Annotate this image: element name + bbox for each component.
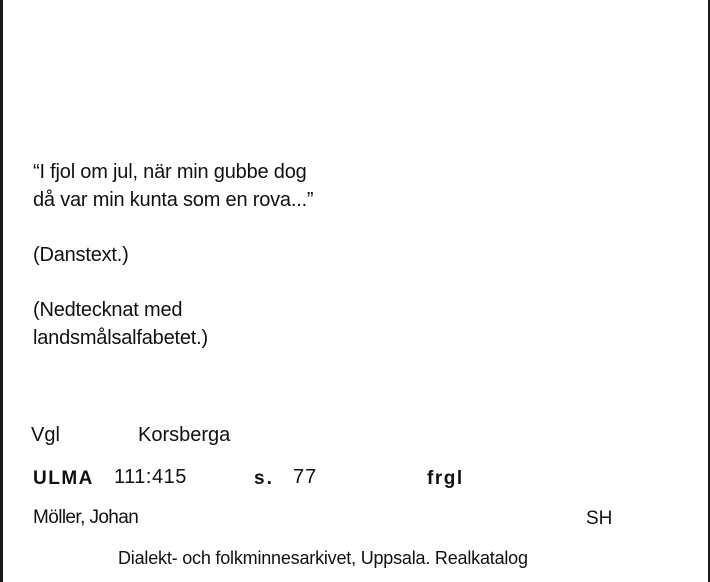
page-number: 77 (293, 466, 318, 488)
genre-note: (Danstext.) (33, 244, 129, 266)
card-left-border (0, 0, 3, 582)
category-code: frgl (427, 468, 464, 489)
quote-line-1: “I fjol om jul, när min gubbe dog (33, 161, 307, 183)
page-prefix: s. (254, 468, 274, 489)
transcription-note-line-1: (Nedtecknat med (33, 299, 183, 321)
archive-number: 111:415 (114, 466, 187, 488)
quote-line-2: då var min kunta som en rova...” (33, 189, 314, 211)
region-code: Vgl (31, 424, 60, 446)
archive-footer: Dialekt- och folkminnesarkivet, Uppsala. Realkatalog (118, 548, 528, 568)
archive-code: ULMA (33, 468, 94, 489)
place-name: Korsberga (138, 424, 231, 446)
cataloguer-initials: SH (586, 508, 613, 529)
recorder-name: Möller, Johan (33, 507, 139, 528)
transcription-note-line-2: landsmålsalfabetet.) (33, 327, 208, 349)
